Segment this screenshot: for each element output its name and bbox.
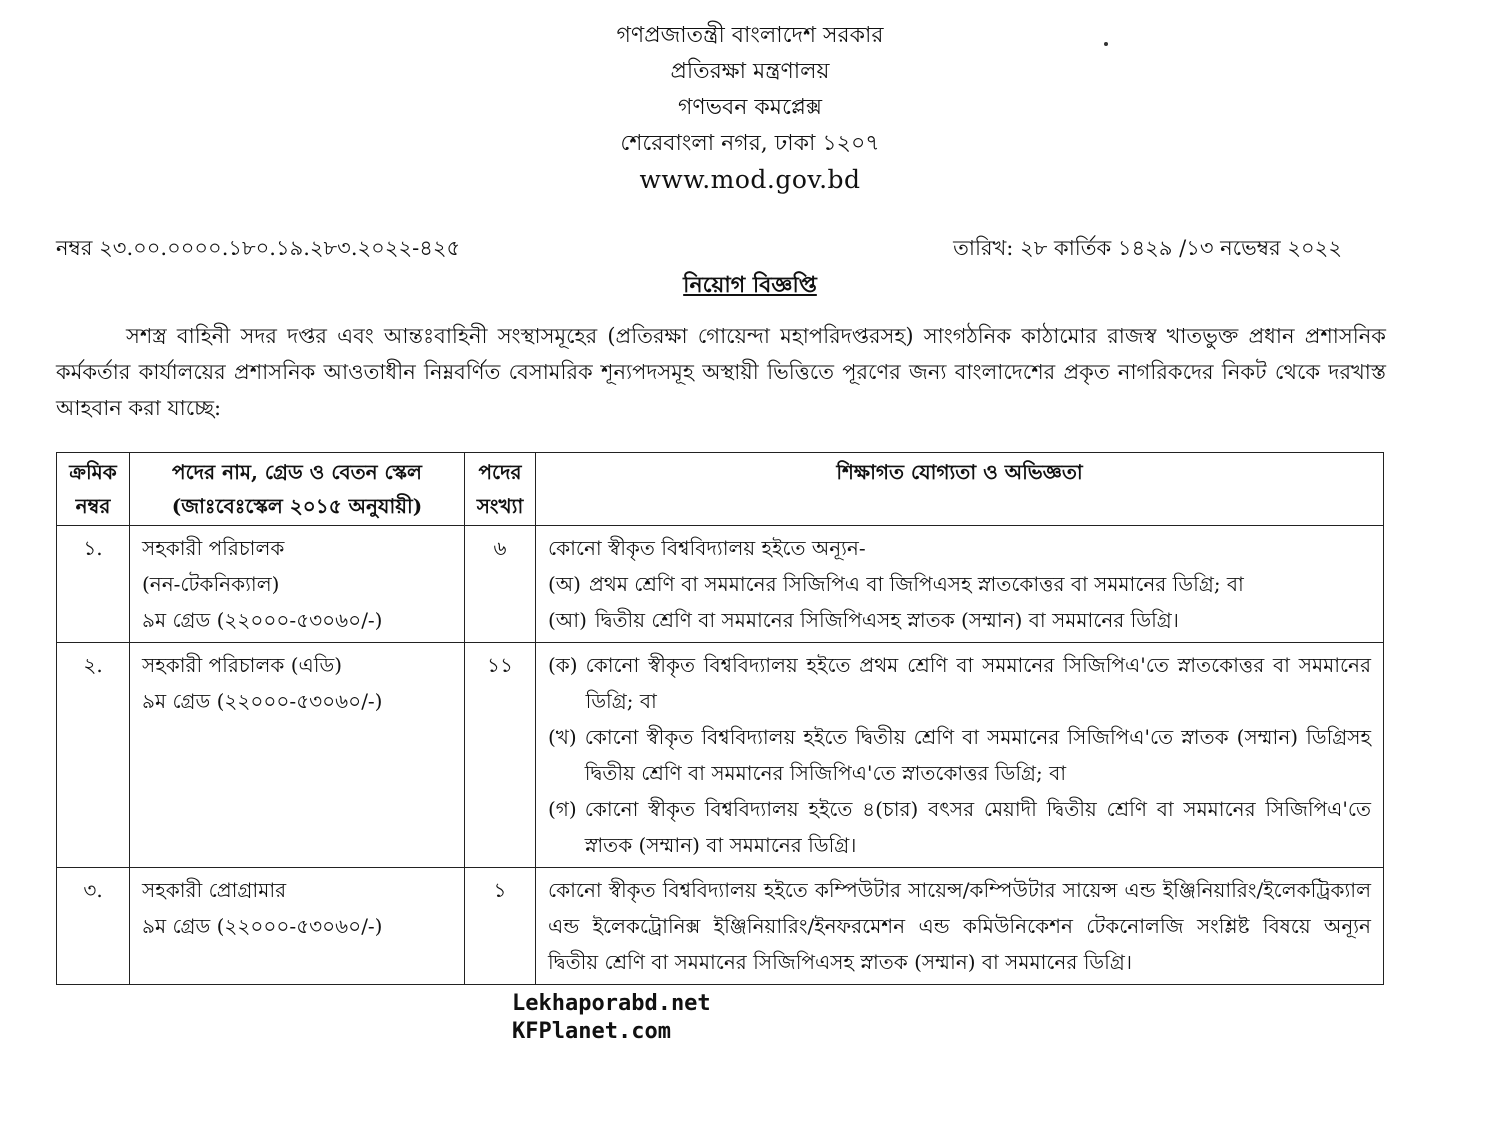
row-qualification [536,868,1384,985]
qualification-item [548,647,1371,719]
qualification-text: কোনো স্বীকৃত বিশ্ববিদ্যালয় হইতে দ্বিতীয় শ্রেণি বা সমমানের সিজিপিএ'তে স্নাতক (সম্মান) ডিগ্রিসহ দ্বিতীয় শ্রেণি বা সমমানের সিজিপিএ'তে স্নাতকোত্তর ডিগ্রি; বা [584,725,1371,785]
header-serial-l2: নম্বর [75,494,111,518]
row-count: ৬ [465,526,536,643]
govt-name: গণপ্রজাতন্ত্রী বাংলাদেশ সরকার [616,23,884,48]
header-post-l2: (জাঃবেঃস্কেল ২০১৫ অনুযায়ী) [171,494,423,518]
office-address: শেরেবাংলা নগর, ঢাকা ১২০৭ [620,131,880,156]
row-count: ১১ [465,643,536,868]
memo-number: নম্বর ২৩.০০.০০০০.১৮০.১৯.২৮৩.২০২২-৪২৫ [56,236,461,260]
intro-paragraph: সশস্ত্র বাহিনী সদর দপ্তর এবং আন্তঃবাহিনী সংস্থাসমূহের (প্রতিরক্ষা গোয়েন্দা মহাপরিদপ্তরসহ) সাংগঠনিক কাঠামোর রাজস্ব খাতভুক্ত প্রধান প্রশাসনিক কর্মকর্তার কার্যালয়ের প্রশাসনিক আওতাধীন নিম্নবর্ণিত বেসামরিক শূন্যপদসমূহ অস্থায়ী ভিত্তিতে পূরণের জন্য বাংলাদেশের প্রকৃত নাগরিকদের নিকট থেকে দরখাস্ত আহবান করা যাচ্ছে: [56,324,1386,420]
header-count-l2: সংখ্যা [476,494,524,518]
row-serial: ১. [57,526,130,643]
header-qualification-text: শিক্ষাগত যোগ্যতা ও অভিজ্ঞতা [836,460,1083,484]
qualification-text: কোনো স্বীকৃত বিশ্ববিদ্যালয় হইতে প্রথম শ্রেণি বা সমমানের সিজিপিএ'তে স্নাতকোত্তর বা সমমানের ডিগ্রি; বা [585,653,1371,713]
row-post [130,643,465,868]
qualification-lead: কোনো স্বীকৃত বিশ্ববিদ্যালয় হইতে অন্যূন- [548,536,866,560]
qualification-text: কোনো স্বীকৃত বিশ্ববিদ্যালয় হইতে ৪(চার) বৎসর মেয়াদী দ্বিতীয় শ্রেণি বা সমমানের সিজিপিএ'তে স্নাতক (সম্মান) বা সমমানের ডিগ্রি। [584,797,1371,857]
header-post [130,453,465,526]
header-serial [57,453,130,526]
row-qualification [536,643,1384,868]
post-title: সহকারী প্রোগ্রামার [142,878,287,902]
table-header-row [57,453,1384,526]
website-link[interactable]: www.mod.gov.bd [639,165,861,194]
qualification-mark: (অ) [548,572,581,596]
row-count: ১ [465,868,536,985]
row-serial: ৩. [57,868,130,985]
watermark-line-1: Lekhaporabd.net [512,991,711,1016]
post-grade: ৯ম গ্রেড (২২০০০-৫৩০৬০/-) [142,689,383,713]
header-post-l1: পদের নাম, গ্রেড ও বেতন স্কেল [172,460,422,484]
ministry-name: প্রতিরক্ষা মন্ত্রণালয় [670,59,830,84]
qualification-mark: (খ) [548,725,577,749]
row-serial: ২. [57,643,130,868]
office-complex: গণভবন কমপ্লেক্স [677,95,823,120]
row-post [130,526,465,643]
post-title: সহকারী পরিচালক [142,536,285,560]
header-count-l1: পদের [478,460,522,484]
qualification-mark: (আ) [548,608,587,632]
row-post [130,868,465,985]
notice-title [0,268,1500,305]
letterhead [0,18,1500,198]
qualification-item [548,719,1371,791]
qualification-mark: (গ) [548,797,577,821]
header-qualification [536,453,1384,526]
post-title: সহকারী পরিচালক (এডি) [142,653,342,677]
watermark [512,990,711,1046]
post-grade: ৯ম গ্রেড (২২০০০-৫৩০৬০/-) [142,914,383,938]
table-row [57,526,1384,643]
table-row [57,868,1384,985]
header-count [465,453,536,526]
post-grade: ৯ম গ্রেড (২২০০০-৫৩০৬০/-) [142,608,383,632]
posts-table [56,452,1384,985]
qualification-text: কোনো স্বীকৃত বিশ্ববিদ্যালয় হইতে কম্পিউটার সায়েন্স/কম্পিউটার সায়েন্স এন্ড ইঞ্জিনিয়ারিং/ইলেকট্রিক্যাল এন্ড ইলেকট্রোনিক্স ইঞ্জিনিয়ারিং/ইনফরমেশন এন্ড কমিউনিকেশন টেকনোলজি সংশ্লিষ্ট বিষয়ে অন্যূন দ্বিতীয় শ্রেণি বা সমমানের সিজিপিএসহ স্নাতক (সম্মান) বা সমমানের ডিগ্রি। [548,878,1371,974]
qualification-text: প্রথম শ্রেণি বা সমমানের সিজিপিএ বা জিপিএসহ স্নাতকোত্তর বা সমমানের ডিগ্রি; বা [588,572,1244,596]
qualification-item [548,791,1371,863]
qualification-item [548,566,1371,602]
qualification-text: দ্বিতীয় শ্রেণি বা সমমানের সিজিপিএসহ স্নাতক (সম্মান) বা সমমানের ডিগ্রি। [594,608,1179,632]
issue-date: তারিখ: ২৮ কার্তিক ১৪২৯ /১৩ নভেম্বর ২০২২ [953,236,1342,260]
qualification-mark: (ক) [548,653,578,677]
qualification-item [548,602,1371,638]
row-qualification [536,526,1384,643]
watermark-line-2: KFPlanet.com [512,1019,671,1044]
header-serial-l1: ক্রমিক [69,460,117,484]
table-row [57,643,1384,868]
notice-title-text: নিয়োগ বিজ্ঞপ্তি [683,272,817,298]
post-subtitle: (নন-টেকনিক্যাল) [142,572,280,596]
